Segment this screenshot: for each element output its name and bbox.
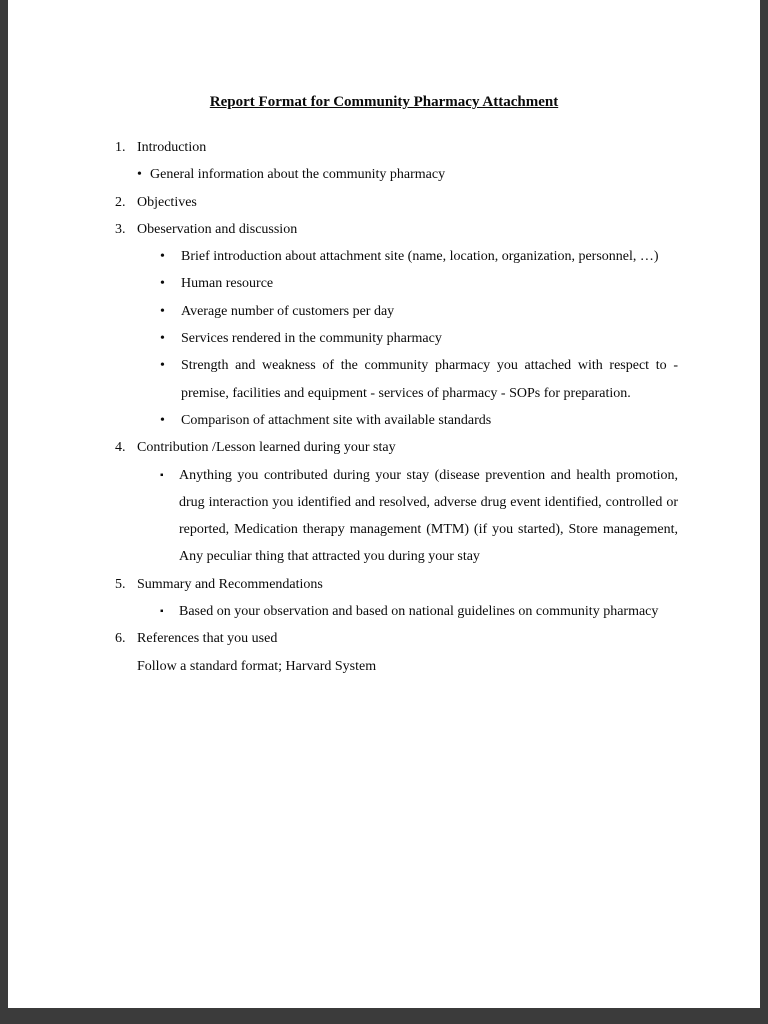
bullet-icon: • [160,249,165,265]
item-label: Obeservation and discussion [137,221,298,237]
bullet-item [115,407,678,434]
bullet-text: Human resource [181,276,274,292]
bullet-item [115,298,678,325]
outline-item-observation [115,216,678,243]
square-bullet-icon: ▪ [160,606,164,618]
item-number: 2. [115,194,126,210]
bullet-item [115,161,678,188]
square-bullet-icon: ▪ [160,469,164,481]
bullet-icon: • [160,331,165,347]
item-number: 3. [115,221,126,237]
item-label: Objectives [137,194,197,210]
item-number: 5. [115,576,126,592]
bullet-text: Based on your observation and based on national guidelines on community pharmacy [179,604,659,620]
outline-item-references [115,625,678,652]
bullet-item [115,243,678,270]
outline-item-objectives [115,189,678,216]
bullet-icon: • [160,358,165,374]
bullet-text: General information about the community pharmacy [150,167,446,183]
references-note: Follow a standard format; Harvard System [137,658,377,674]
bullet-text: Average number of customers per day [181,303,395,319]
bullet-icon: • [160,412,165,428]
outline-item-introduction [115,134,678,161]
bullet-icon: • [160,276,165,292]
item-number: 4. [115,440,126,456]
bullet-item [115,352,678,407]
bullet-item [115,462,678,571]
outline-item-contribution [115,434,678,461]
outline [115,134,678,680]
bullet-text: Services rendered in the community pharmacy [181,331,442,347]
item-label: Introduction [137,140,207,155]
bullet-item [115,270,678,297]
page-title: Report Format for Community Pharmacy Attachment [209,94,559,110]
item-number: 1. [115,140,126,155]
bullet-icon: • [137,167,142,183]
bullet-item [115,325,678,352]
item-number: 6. [115,631,126,647]
bullet-text: Comparison of attachment site with available standards [181,412,492,428]
item-label: Summary and Recommendations [137,576,323,592]
document-page [8,0,760,1008]
item-label: References that you used [137,631,278,647]
item-label: Contribution /Lesson learned during your stay [137,440,396,456]
bullet-text: Anything you contributed during your stay (disease prevention and health promotion, drug interaction you identified and resolved, adverse drug event identified, controlled or reported, Medication therapy management (MTM) (if you started), Store management, Any peculiar thing that attracted you during your stay [179,467,678,565]
bullet-icon: • [160,303,165,319]
bullet-item [115,598,678,625]
bullet-text: Brief introduction about attachment site (name, location, organization, personnel, …) [181,249,659,265]
outline-item-summary [115,571,678,598]
bullet-text: Strength and weakness of the community pharmacy you attached with respect to - premise, facilities and equipment - services of pharmacy - SOPs for preparation. [181,358,678,401]
